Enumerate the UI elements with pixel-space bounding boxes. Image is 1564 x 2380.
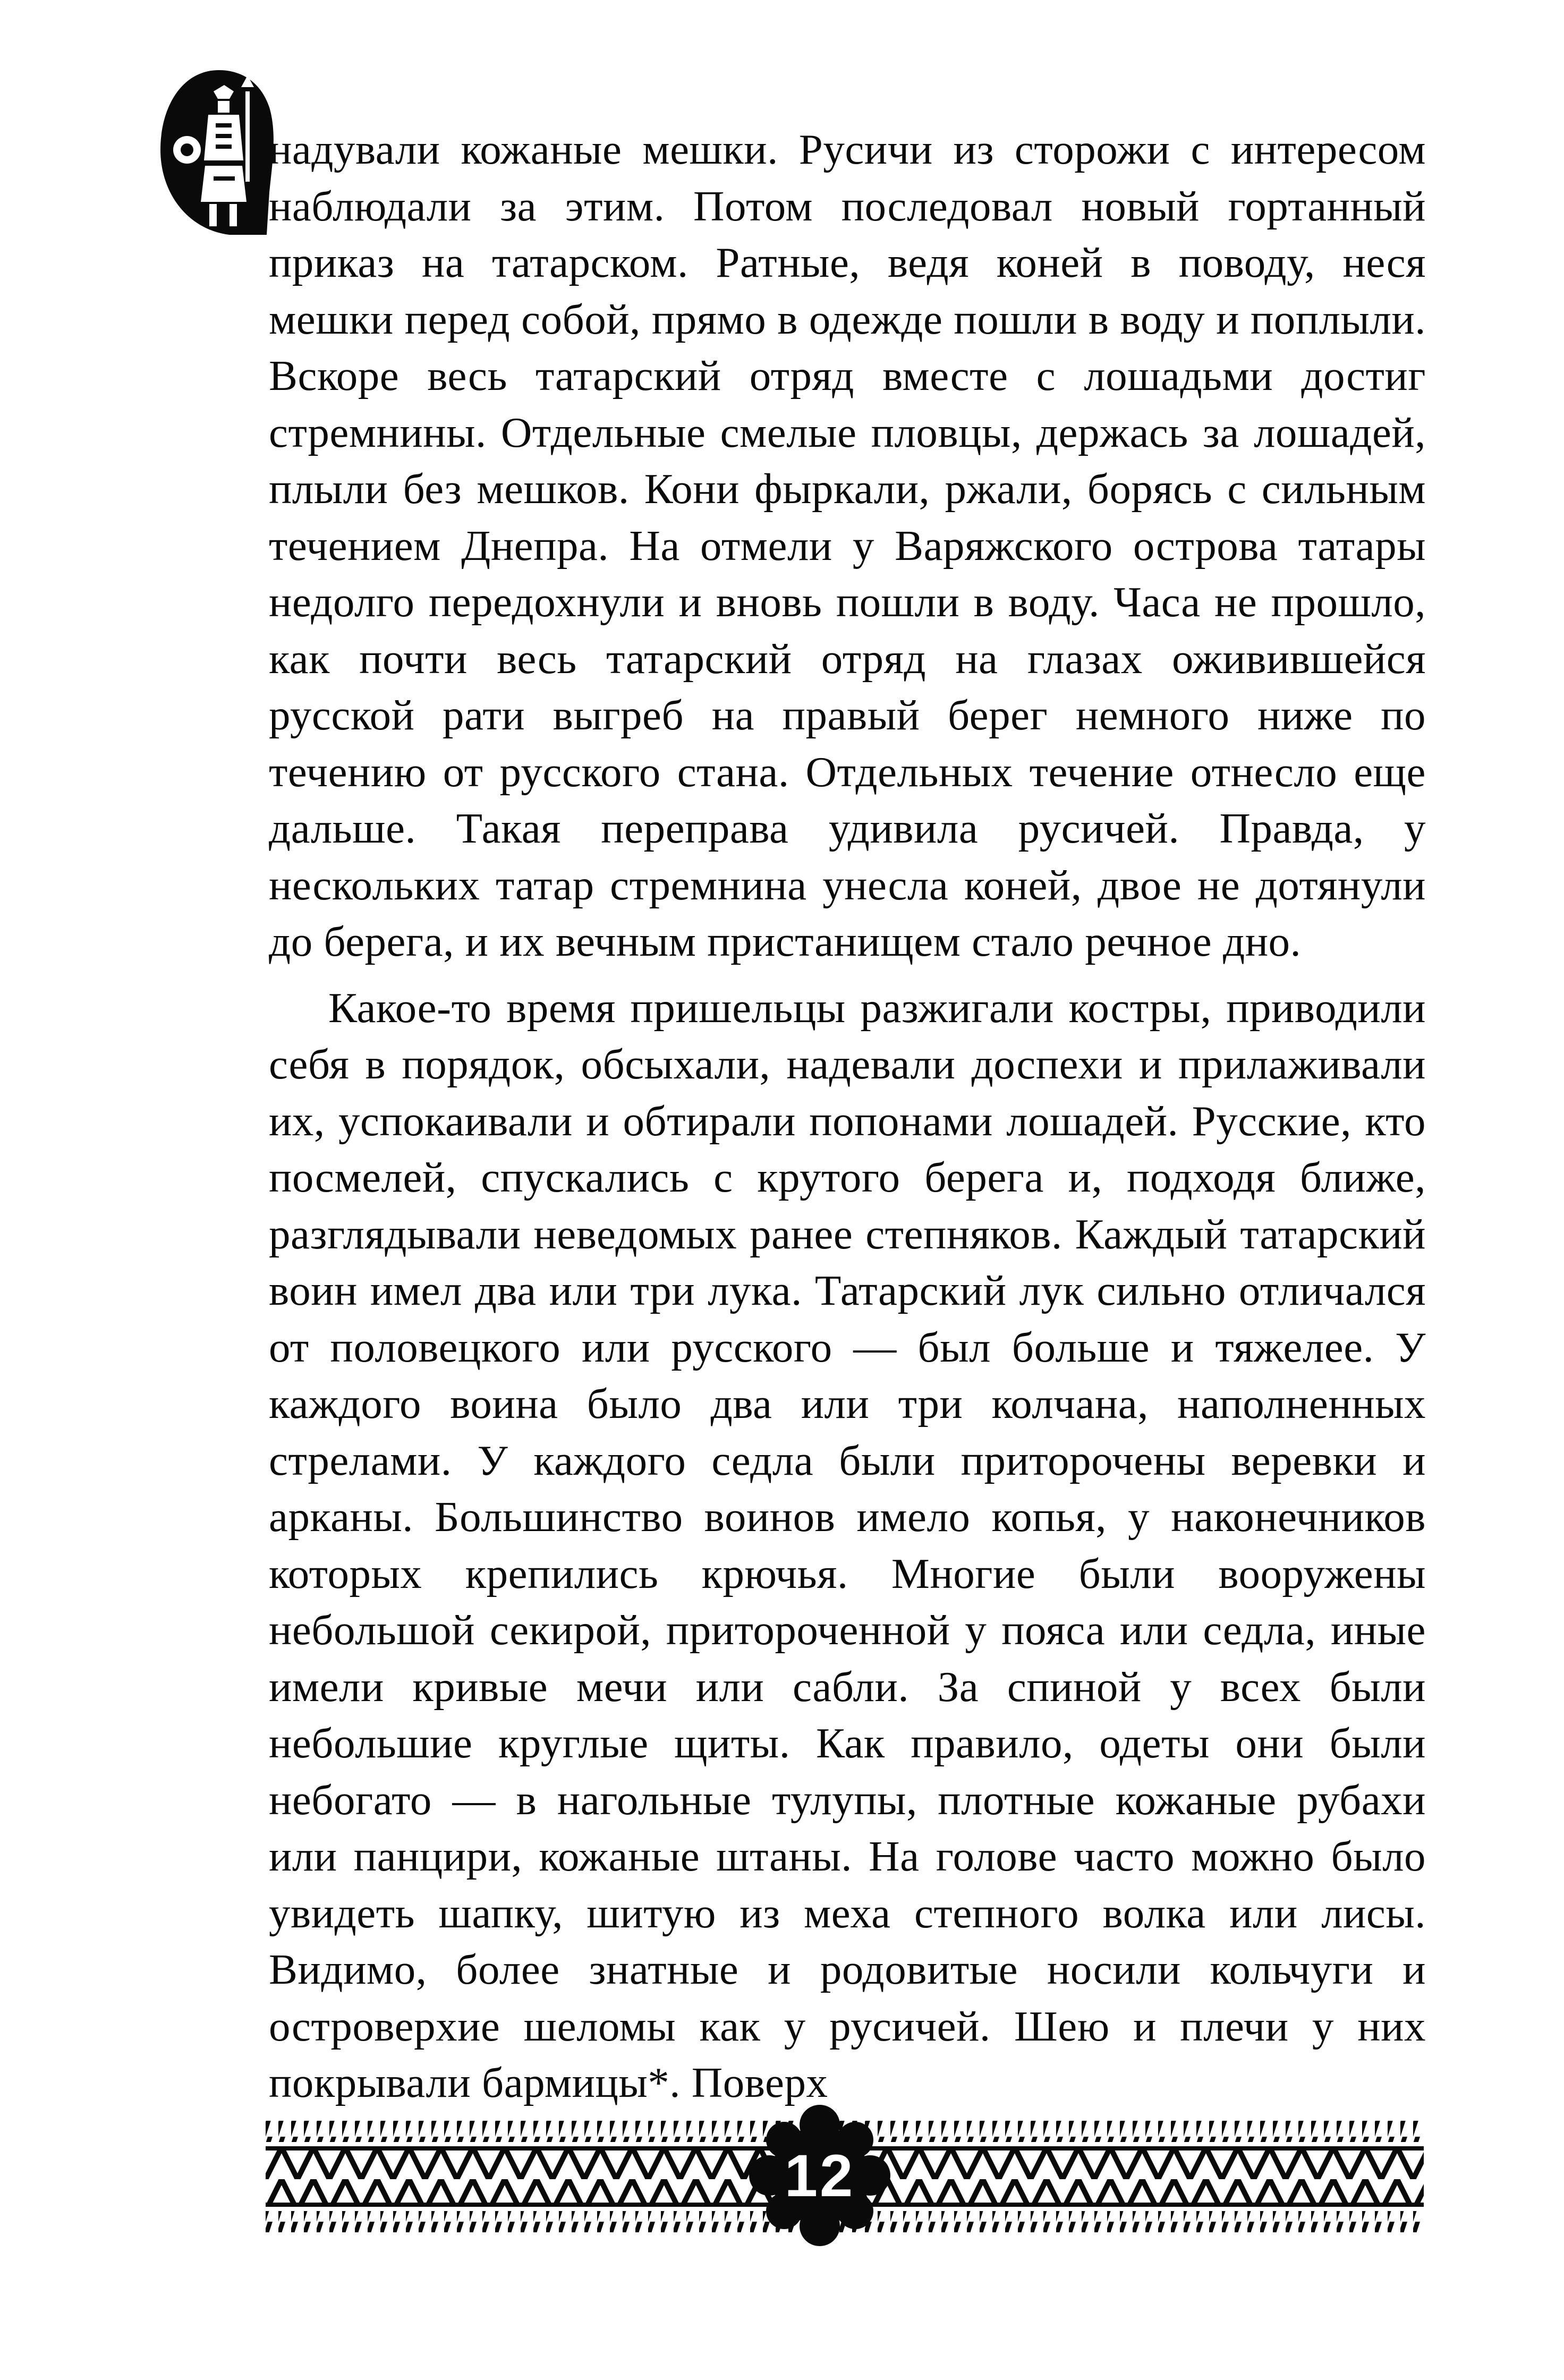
- body-text: [269, 121, 1426, 2111]
- page-number-badge: [748, 2104, 891, 2247]
- page-number: 12: [784, 2142, 855, 2209]
- paragraph-2: Какое-то время пришельцы разжигали костры, приводили себя в порядок, обсыхали, надевали доспехи и прилаживали их, успокаивали и обтирали попонами лошадей. Русские, кто посмелей, спускались с крутого берега и, подходя ближе, разглядывали неведомых ранее степняков. Каждый татарский воин имел два или три лука. Татарский лук сильно отличался от половецкого или русского — был больше и тяжелее. У каждого воина было два или три колчана, наполненных стрелами. У каждого седла были приторочены веревки и арканы. Большинство воинов имело копья, у наконечников которых крепились крючья. Многие были вооружены небольшой секирой, притороченной у пояса или седла, иные имели кривые мечи или сабли. За спиной у всех были небольшие круглые щиты. Как правило, одеты они были небогато — в нагольные тулупы, плотные кожаные рубахи или панцири, кожаные штаны. На голове часто можно было увидеть шапку, шитую из меха степного волка или лисы. Видимо, более знатные и родовитые носили кольчуги и островерхие шеломы как у русичей. Шею и плечи у них покрывали бармицы*. Поверх: [269, 983, 1426, 2106]
- paragraph-1: надували кожаные мешки. Русичи из сторожи с интересом наблюдали за этим. Потом последовал новый гортанный приказ на татарском. Ратные, ведя коней в поводу, неся мешки перед собой, прямо в одежде пошли в воду и поплыли. Вскоре весь татарский отряд вместе с лошадьми достиг стремнины. Отдельные смелые пловцы, держась за лошадей, плыли без мешков. Кони фыркали, ржали, борясь с сильным течением Днепра. На отмели у Варяжского острова татары недолго передохнули и вновь пошли в воду. Часа не прошло, как почти весь татарский отряд на глазах оживившейся русской рати выгреб на правый берег немного ниже по течению от русского стана. Отдельных течение отнесло еще дальше. Такая переправа удивила русичей. Правда, у нескольких татар стремнина унесла коней, двое не дотянули до берега, и их вечным пристанищем стало речное дно.: [269, 125, 1426, 965]
- warrior-emblem-icon: [150, 60, 288, 240]
